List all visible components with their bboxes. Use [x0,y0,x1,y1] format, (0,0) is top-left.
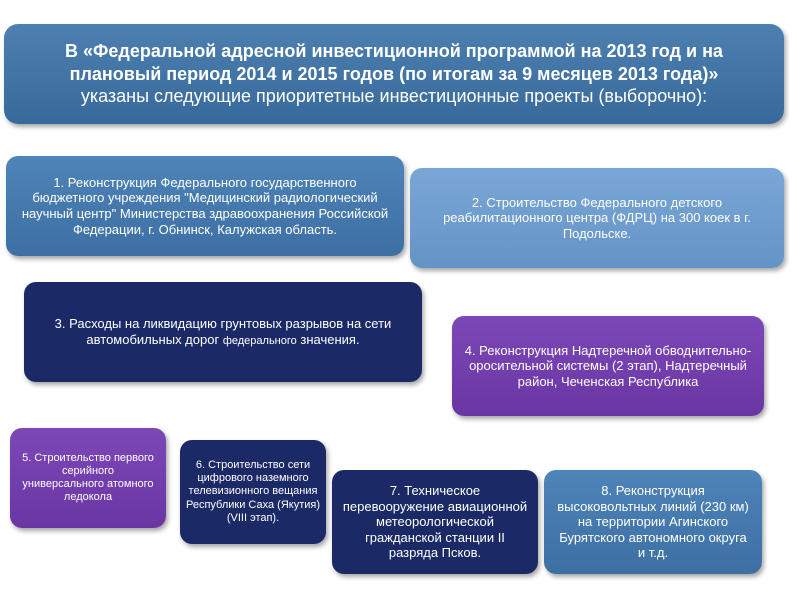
project-box-6 [180,440,326,544]
project-text-4: 4. Реконструкция Надтеречной обводнительно-оросительной системы (2 этап), Надтеречный район, Чеченская Республика [464,342,752,389]
header-title: В «Федеральной адресной инвестиционной программой на 2013 год и на плановый период 2014 и 2015 годов (по итогам за 9 месяцев 2013 года)» [65,41,723,84]
project-text-6: 6. Строительство сети цифрового наземного телевизионного вещания Республики Саха (Якутия) (VIII этап). [186,459,321,524]
project-text-3 [34,316,412,348]
project-text-3-small: федерального [222,334,297,347]
project-text-3-end: значения. [300,331,360,347]
project-box-1 [6,156,404,256]
project-text-3-main: 3. Расходы на ликвидацию грунтовых разрывов на сети автомобильных дорог [54,316,392,347]
project-box-4 [452,316,764,416]
project-box-7 [332,470,538,574]
header-banner [4,24,784,124]
project-box-3 [24,282,422,382]
project-box-2 [410,168,784,268]
project-text-5: 5. Строительство первого серийного универсального атомного ледокола [22,451,154,504]
project-text-8: 8. Реконструкция высоковольтных линий (230 км) на территории Агинского Бурятского автономного округа и т.д. [557,483,749,561]
project-box-5 [10,428,166,528]
project-text-2: 2. Строительство Федерального детского реабилитационного центра (ФДРЦ) на 300 коек в г. Подольске. [443,194,751,241]
project-box-8 [544,470,762,574]
project-text-7: 7. Техническое перевооружение авиационной метеорологической гражданской станции II разряда Псков. [342,483,528,561]
header-subtitle: указаны следующие приоритетные инвестиционные проекты (выборочно): [80,86,708,107]
project-text-1: 1. Реконструкция Федерального государственного бюджетного учреждения "Медицинский радиологический научный центр" Министерства здравоохранения Российской Федерации, г. Обнинск, Калужская область. [21,174,389,237]
